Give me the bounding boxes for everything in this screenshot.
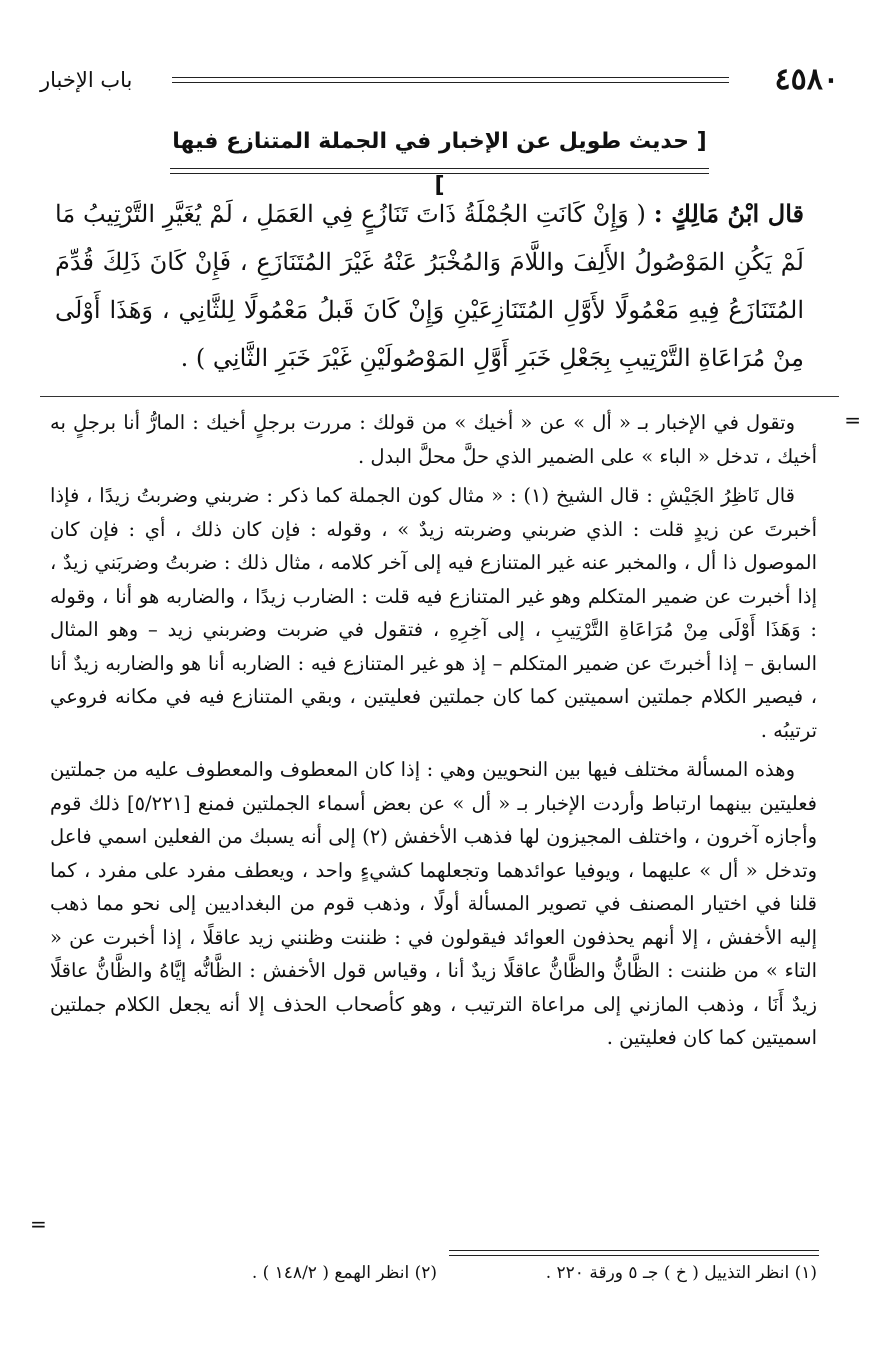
header-rule — [172, 77, 729, 78]
margin-mark: = — [30, 1212, 47, 1236]
page-header — [40, 60, 839, 100]
chapter-title: باب الإخبار — [40, 68, 133, 92]
footnote-2: (٢) انظر الهمع ( ١٤٨/٢ ) . — [251, 1263, 437, 1283]
page-number: ٤٥٨٠ — [774, 62, 839, 97]
margin-mark: = — [844, 408, 861, 432]
verse-author: قال ابْنُ مَالِكٍ : — [653, 199, 804, 228]
quoted-verse — [55, 190, 804, 382]
paragraph: وهذه المسألة مختلف فيها بين النحويين وهي : إذا كان المعطوف والمعطوف عليه من جملتين فعليتين بينهما ارتباط وأردت الإخبار بـ « أل » عن بعض أسماء الجملتين فمنع [٥/٢٢١] ذلك قوم وأجازه آخرون ، واختلف المجيزون لها فذهب الأخفش (٢) إلى أنه يسبك من الفعلين اسمي فاعل وتدخل « أل » عليهما ، ويوفيا عوائدهما وتجعلهما كشيءٍ واحد ، ويعطف مفرد على مفرد ، كما قلنا في اختيار المصنف في تصوير المسألة أولًا ، وذهب قوم من البغداديين إلى نحو مما ذهب إليه الأخفش ، إلا أنهم يحذفون العوائد فيقولون في : ظننت وظنني زيد عاقلًا ، إذا أخبرت عن « التاء » من ظننت : الظَّانُّ والظَّانُّ عاقلًا زيدٌ أنا ، وقياس قول الأخفش : الظَّانُّه إيَّاهُ والظَّانُّ عاقلًا زيدٌ أَنَا ، وذهب المازني إلى مراعاة الترتيب ، وهو كأصحاب الحذف إلا أنه يجعل الكلام جملتين اسميتين كما كان فعليتين . — [50, 758, 817, 1049]
footnotes — [50, 1258, 817, 1288]
footnote-rule — [449, 1250, 819, 1251]
verse-text: ( وَإِنْ كَانَتِ الجُمْلَةُ ذَاتَ تَنَازُعٍ فِي العَمَلِ ، لَمْ يُغَيَّرِ التَّرْتِيبُ مَا لَمْ يَكُنِ المَوْصُولُ الأَلِفَ واللَّامَ وَالمُخْبَرُ عَنْهُ غَيْرَ المُتَنَازَعِ ، فَإِنْ كَانَ ذَلِكَ قُدِّمَ المُتَنَازَعُ فِيهِ مَعْمُولًا لأَوَّلِ المُتَنَازِعَيْنِ وَإِنْ كَانَ قَبلُ مَعْمُولًا لِلثَّانِي ، وَهَذَا أَوْلَى مِنْ مُرَاعَاةِ التَّرْتِيبِ بِجَعْلِ خَبَرِ أَوَّلِ المَوْصُولَيْنِ غَيْرَ خَبَرِ الثَّانِي ) . — [55, 200, 804, 372]
paragraph: وتقول في الإخبار بـ « أل » عن « أخيك » من قولك : مررت برجلٍ أخيك : المارُّ أنا برجلٍ به أخيك ، تدخل « الباء » على الضمير الذي حلَّ محلَّ البدل . — [50, 411, 817, 468]
commentary-body — [50, 406, 817, 1061]
title-rule — [170, 173, 709, 174]
footnote-rule — [449, 1255, 819, 1256]
verse-separator — [40, 396, 839, 397]
footnote-1: (١) انظر التذييل ( خ ) جـ ٥ ورقة ٢٢٠ . — [545, 1263, 817, 1283]
header-rule — [172, 82, 729, 83]
paragraph: قال نَاظِرُ الجَيْشِ : قال الشيخ (١) : « مثال كون الجملة كما ذكر : ضربني وضربتُ زيدًا ، فإذا أخبرتَ عن زيدٍ قلت : الذي ضربني وضربته زيدٌ » ، وقوله : فإن كان ذلك ، أي : فإن كان الموصول ذا أل ، والمخبر عنه غير المتنازع فيه إلى آخر كلامه ، مثال ذلك : ضربتُ وضربَني زيدٌ ، إذا أخبرت عن ضمير المتكلم وهو غير المتنازع فيه قلت : الضارب زيدًا ، والضاربه هو أنا ، وقوله : وَهَذَا أَوْلَى مِنْ مُرَاعَاةِ التَّرْتِيبِ ، إلى آخِرِهِ ، فتقول في ضربت وضربني زيد – وهو المثال السابق – إذا أخبرتَ عن ضمير المتكلم – إذ هو غير المتنازع فيه : الضاربه أنا هو والضاربه زيدٌ أنا ، فيصير الكلام جملتين اسميتين كما كان جملتين فعليتين ، وبقي المتنازع فيه في مكانه فروعي ترتيبُه . — [50, 484, 817, 742]
section-title: [ حديث طويل عن الإخبار في الجملة المتنازع فيها ] — [172, 129, 707, 198]
title-rule — [170, 168, 709, 169]
